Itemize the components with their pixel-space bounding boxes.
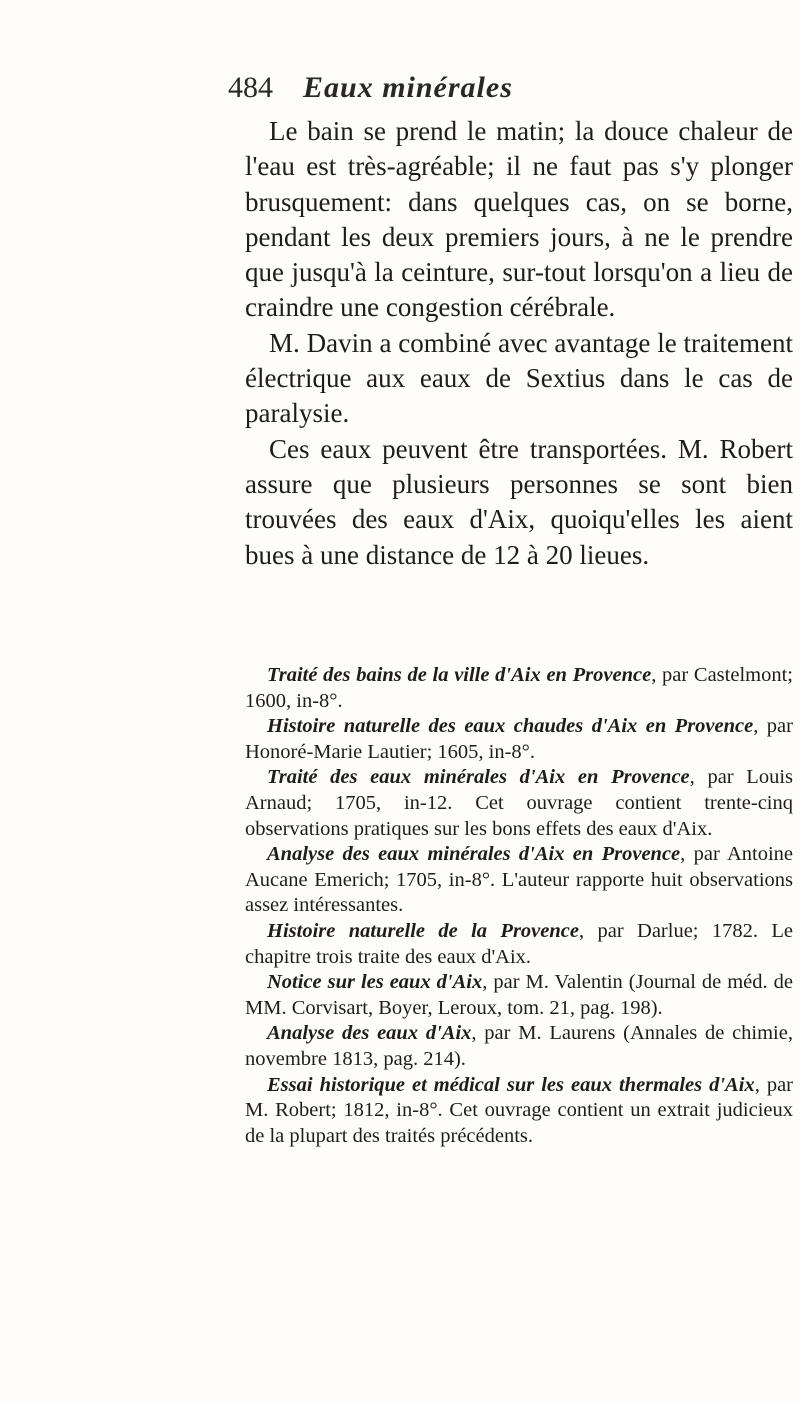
bibliography-entry bbox=[245, 842, 793, 919]
bibliography bbox=[245, 663, 793, 1149]
bibliography-details: , par M. Robert; 1812, in-8°. Cet ouvrage contient un extrait judicieux de la plupart des traités précédents. bbox=[245, 1073, 793, 1147]
bibliography-entry bbox=[245, 663, 793, 714]
bibliography-details: , par Castelmont; 1600, in-8°. bbox=[245, 664, 793, 712]
bibliography-title: Analyse des eaux minérales d'Aix en Provence bbox=[267, 843, 681, 866]
bibliography-details: , par Louis Arnaud; 1705, in-12. Cet ouvrage contient trente-cinq observations pratiques sur les bons effets des eaux d'Aix. bbox=[245, 766, 793, 840]
paragraph-bath-routine: Le bain se prend le matin; la douce chaleur de l'eau est très-agréable; il ne faut pas s'y plonger brusquement: dans quelques cas, on se borne, pendant les deux premiers jours, à ne le prendre que jusqu'à la ceinture, sur-tout lorsqu'on a lieu de craindre une congestion cérébrale. bbox=[245, 116, 793, 323]
bibliography-title: Essai historique et médical sur les eaux thermales d'Aix bbox=[267, 1073, 755, 1096]
bibliography-entry bbox=[245, 1073, 793, 1150]
bibliography-title: Traité des bains de la ville d'Aix en Provence bbox=[267, 664, 652, 686]
bibliography-entry bbox=[245, 765, 793, 842]
bibliography-entry bbox=[245, 919, 793, 970]
bibliography-title: Histoire naturelle de la Provence bbox=[267, 919, 579, 942]
paragraph-electric-treatment: M. Davin a combiné avec avantage le traitement électrique aux eaux de Sextius dans le cas de paralysie. bbox=[245, 327, 793, 429]
body-text bbox=[245, 114, 793, 573]
page-number: 484 bbox=[228, 71, 273, 104]
bibliography-entry bbox=[245, 970, 793, 1021]
bibliography-title: Traité des eaux minérales d'Aix en Provence bbox=[267, 766, 690, 789]
bibliography-details: , par Honoré-Marie Lautier; 1605, in-8°. bbox=[245, 715, 793, 763]
bibliography-title: Notice sur les eaux d'Aix bbox=[267, 971, 483, 994]
bibliography-details: , par M. Valentin (Journal de méd. de MM. Corvisart, Boyer, Leroux, tom. 21, pag. 198). bbox=[245, 971, 793, 1019]
bibliography-title: Analyse des eaux d'Aix bbox=[267, 1022, 472, 1045]
bibliography-details: , par M. Laurens (Annales de chimie, novembre 1813, pag. 214). bbox=[245, 1022, 793, 1070]
running-title: Eaux minérales bbox=[303, 71, 513, 104]
bibliography-entry bbox=[245, 714, 793, 765]
bibliography-entry bbox=[245, 1021, 793, 1072]
paragraph-transport: Ces eaux peuvent être transportées. M. Robert assure que plusieurs personnes se sont bien trouvées des eaux d'Aix, quoiqu'elles les aient bues à une distance de 12 à 20 lieues. bbox=[245, 433, 793, 570]
bibliography-details: , par Darlue; 1782. Le chapitre trois traite des eaux d'Aix. bbox=[245, 919, 793, 968]
bibliography-details: , par Antoine Aucane Emerich; 1705, in-8°. L'auteur rapporte huit observations assez intéressantes. bbox=[245, 843, 793, 917]
bibliography-title: Histoire naturelle des eaux chaudes d'Aix en Provence bbox=[267, 715, 754, 738]
